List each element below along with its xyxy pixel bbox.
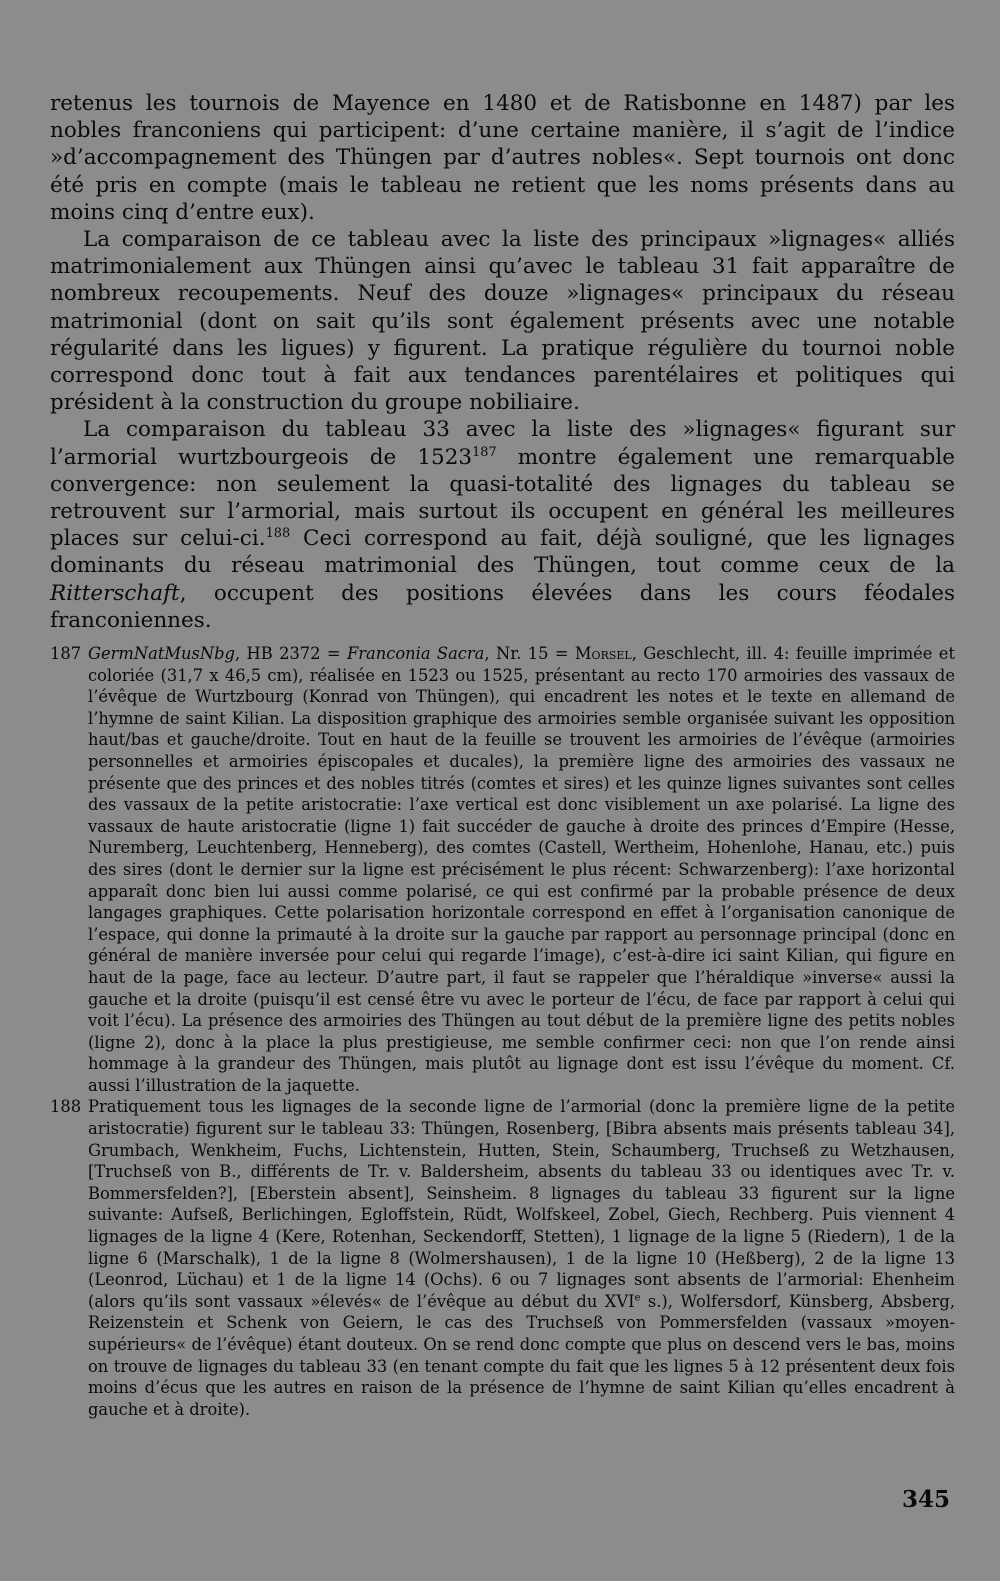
footnote-number: 187 — [50, 644, 82, 663]
paragraph-1-text: retenus les tournois de Mayence en 1480 et de Ratisbonne en 1487) par les nobles franconiens qui participent: d’une certaine manière, il s’agit de l’indice »d’accompagnement des Thüngen par d’autres nobles«. Sept tournois ont donc été pris en compte (mais le tableau ne retient que les noms présents dans au moins cinq d’entre eux). — [50, 91, 955, 225]
paragraph-3 — [50, 416, 955, 634]
paragraph-1 — [50, 90, 955, 226]
footnote-text: , Nr. 15 = — [484, 644, 575, 663]
ritterschaft-term: Ritterschaft — [50, 580, 180, 606]
archive-reference: GermNatMusNbg — [88, 644, 235, 663]
author-name: Morsel — [574, 644, 632, 663]
footnote-text: , HB 2372 = — [234, 644, 347, 663]
footnote-text: s.), Wolfersdorf, Künsberg, Absberg, Reizenstein et Schenk von Geiern, le cas des Truchseß von Pommersfelden (vassaux »moyen-supérieurs« de l’évêque) étant douteux. On se rend donc compte que plus on descend vers le bas, moins on trouve de lignages du tableau 33 (en tenant compte du fait que les lignes 5 à 12 présentent deux fois moins d’écus que les autres en raison de la présence de l’hymne de saint Kilian qu’elles encadrent à gauche et à droite). — [88, 1291, 955, 1419]
footnote-text: Pratiquement tous les lignages de la seconde ligne de l’armorial (donc la première ligne de la petite aristocratie) figurent sur le tableau 33: Thüngen, Rosenberg, [Bibra absents mais présents tableau 34], Grumbach, Wenkheim, Fuchs, Lichtenstein, Hutten, Stein, Schaumberg, Truchseß zu Wetzhausen, [Truchseß von B., différents de Tr. v. Baldersheim, absents du tableau 33 ou identiques avec Tr. v. Bommersfelden?], [Eberstein absent], Seinsheim. 8 lignages du tableau 33 figurent sur la ligne suivante: Aufseß, Berlichingen, Egloffstein, Rüdt, Wolfskeel, Zobel, Giech, Rechberg. Puis viennent 4 lignages de la ligne 4 (Kere, Rotenhan, Seckendorff, Stetten), 1 lignage de la ligne 5 (Riedern), 1 de la ligne 6 (Marschalk), 1 de la ligne 8 (Wolmershausen), 1 de la ligne 10 (Heßberg), 2 de la ligne 13 (Leonrod, Lüchau) et 1 de la ligne 14 (Ochs). 6 ou 7 lignages sont absents de l’armorial: Ehenheim (alors qu’ils sont vassaux »élevés« de l’évêque au début du XVI — [88, 1097, 955, 1311]
paragraph-2-text: La comparaison de ce tableau avec la liste des principaux »lignages« alliés matrimonialement aux Thüngen ainsi qu’avec le tableau 31 fait apparaître de nombreux recoupements. Neuf des douze »lignages« principaux du réseau matrimonial (dont on sait qu’ils sont également présents avec une notable régularité dans les ligues) y figurent. La pratique régulière du tournoi noble correspond donc tout à fait aux tendances parentélaires et politiques qui président à la construction du groupe nobiliaire. — [50, 227, 955, 416]
paragraph-3-text-a: La comparaison du tableau 33 avec la liste des »lignages« figurant sur l’armorial wurtzbourgeois de 1523 — [50, 417, 955, 470]
footnote-188 — [50, 1096, 955, 1420]
footnote-ref-188[interactable]: 188 — [265, 526, 291, 542]
paragraph-3-text-c: Ceci correspond au fait, déjà souligné, que les lignages dominants du réseau matrimonial des Thüngen, tout comme ceux de la — [50, 526, 955, 579]
footnote-text: , Geschlecht, ill. 4: feuille imprimée et coloriée (31,7 x 46,5 cm), réalisée en 1523 ou 1525, présentant au recto 170 armoiries des vassaux de l’évêque de Wurtzbourg (Konrad von Thüngen), qui encadrent les notes et le texte en allemand de l’hymne de saint Kilian. La disposition graphique des armoiries semble organisée suivant les opposition haut/bas et gauche/droite. Tout en haut de la feuille se trouvent les armoiries de l’évêque (armoiries personnelles et armoiries épiscopales et ducales), la première ligne des armoiries des vassaux ne présente que des princes et des nobles titrés (comtes et sires) et les quinze lignes suivantes sont celles des vassaux de la petite aristocratie: l’axe vertical est donc visiblement un axe polarisé. La ligne des vassaux de haute aristocratie (ligne 1) fait succéder de gauche à droite des princes d’Empire (Hesse, Nuremberg, Leuchtenberg, Henneberg), des comtes (Castell, Wertheim, Hohenlohe, Hanau, etc.) puis des sires (dont le dernier sur la ligne est précisément le plus récent: Schwarzenberg): l’axe horizontal apparaît donc bien lui aussi comme polarisé, ce qui est confirmé par la probable présence de deux langages graphiques. Cette polarisation horizontale correspond en effet à l’organisation canonique de l’espace, qui donne la primauté à la droite sur la gauche par rapport au personnage principal (donc en général de manière inversée pour celui qui regarde l’image), c’est-à-dire ici saint Kilian, qui figure en haut de la page, face au lecteur. D’autre part, il faut se rappeler que l’héraldique »inverse« aussi la gauche et la droite (puisqu’il est censé être vu avec le porteur de l’écu, de face par rapport à celui qui voit l’écu). La présence des armoiries des Thüngen au tout début de la première ligne des petits nobles (ligne 2), donc à la place la plus prestigieuse, me semble confirmer ceci: non que l’on rende ainsi hommage à la grandeur des Thüngen, mais plutôt au lignage dont est issu l’évêque du moment. Cf. aussi l’illustration de la jaquette. — [88, 644, 955, 1095]
century-superscript: e — [634, 1292, 641, 1304]
paragraph-2 — [50, 226, 955, 416]
main-text — [50, 90, 955, 634]
footnote-187 — [50, 643, 955, 1096]
paragraph-3-text-b: montre également une remarquable convergence: non seulement la quasi-totalité des lignages du tableau se retrouvent sur l’armorial, mais surtout ils occupent en général les meilleures places sur celui-ci. — [50, 444, 955, 552]
work-title: Franconia Sacra — [346, 644, 485, 663]
page-number: 345 — [901, 1486, 950, 1513]
footnotes — [50, 643, 955, 1420]
footnote-number: 188 — [50, 1097, 82, 1117]
footnote-ref-187[interactable]: 187 — [472, 444, 497, 460]
paragraph-3-text-d: , occupent des positions élevées dans les cours féodales franconiennes. — [50, 580, 955, 633]
